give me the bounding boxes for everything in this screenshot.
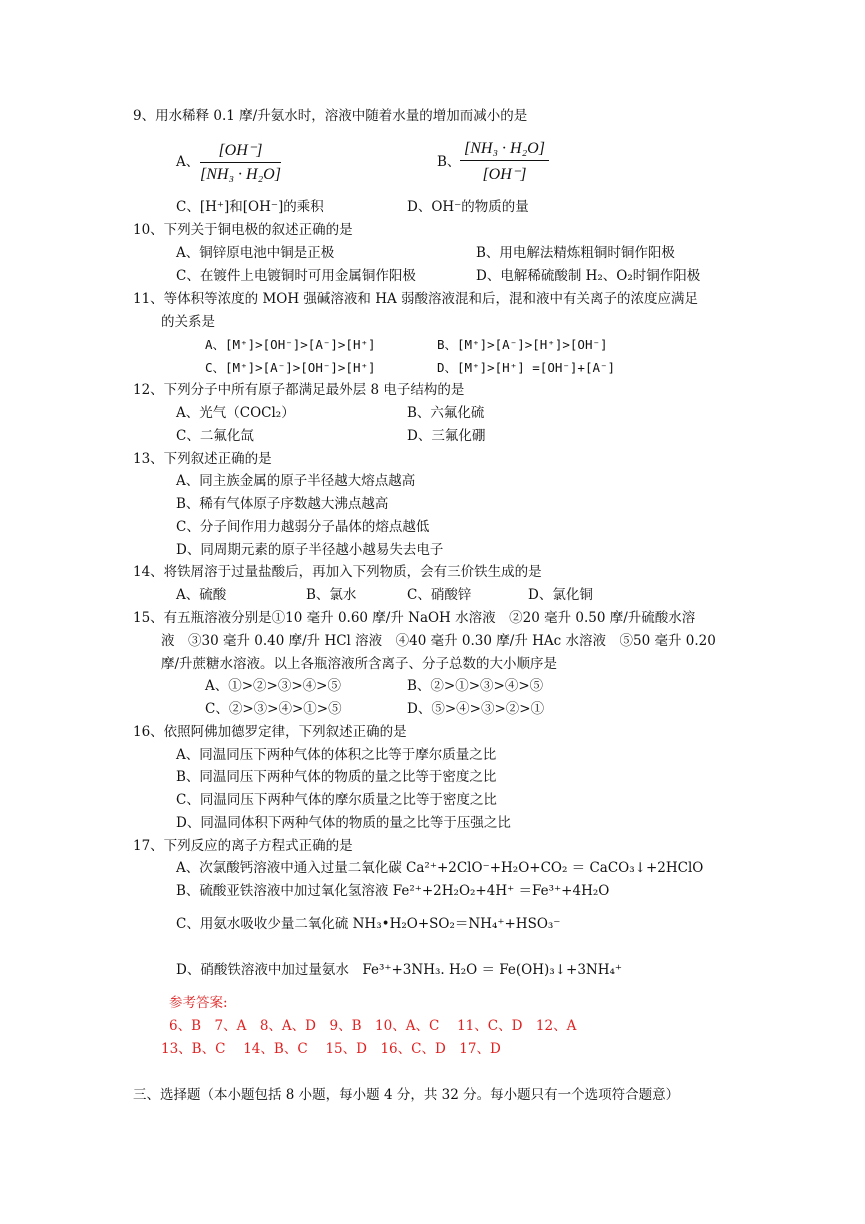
q16-stem: 16、依照阿佛加德罗定律，下列叙述正确的是 (133, 724, 407, 740)
section3-heading: 三、选择题（本小题包括 8 小题，每小题 4 分，共 32 分。每小题只有一个选项符合题意） (133, 1087, 680, 1103)
q15-option-b: B、②>①>③>④>⑤ (407, 678, 544, 694)
q13-option-d: D、同周期元素的原子半径越小越易失去电子 (176, 542, 444, 558)
q9-option-b-label: B、 (437, 154, 461, 170)
q15-stem-line3: 摩/升蔗糖水溶液。以上各瓶溶液所含离子、分子总数的大小顺序是 (161, 656, 558, 672)
q10-option-b: B、用电解法精炼粗铜时铜作阳极 (476, 245, 675, 261)
q15-stem-line2: 液 ③30 毫升 0.40 摩/升 HCl 溶液 ④40 毫升 0.30 摩/升 HAc 水溶液 ⑤50 毫升 0.20 (161, 633, 716, 649)
q9-stem: 9、用水稀释 0.1 摩/升氨水时，溶液中随着水量的增加而减小的是 (133, 108, 528, 124)
q14-option-d: D、氯化铜 (528, 587, 593, 603)
q11-option-c: C、[M⁺]>[A⁻]>[OH⁻]>[H⁺] (205, 360, 376, 375)
q14-option-c: C、硝酸锌 (407, 587, 472, 603)
q11-stem-line1: 11、等体积等浓度的 MOH 强碱溶液和 HA 弱酸溶液混和后，混和液中有关离子的浓度应满足 (133, 291, 699, 307)
q12-stem: 12、下列分子中所有原子都满足最外层 8 电子结构的是 (133, 382, 465, 398)
q11-option-d: D、[M⁺]>[H⁺] =[OH⁻]+[A⁻] (437, 360, 616, 375)
q15-stem-line1: 15、有五瓶溶液分别是①10 毫升 0.60 摩/升 NaOH 水溶液 ②20 毫升 0.50 摩/升硫酸水溶 (133, 610, 696, 626)
q16-option-b: B、同温同压下两种气体的物质的量之比等于密度之比 (176, 769, 497, 785)
q16-option-d: D、同温同体积下两种气体的物质的量之比等于压强之比 (176, 815, 511, 831)
q12-option-c: C、二氟化氙 (176, 428, 254, 444)
q17-stem: 17、下列反应的离子方程式正确的是 (133, 838, 353, 854)
q9-option-a-denominator: [NH₃ · H₂O] (200, 166, 281, 183)
q17-option-b: B、硫酸亚铁溶液中加过氧化氢溶液 Fe²⁺+2H₂O₂+4H⁺ ＝Fe³⁺+4H₂O (176, 883, 610, 899)
q10-option-c: C、在镀件上电镀铜时可用金属铜作阳极 (176, 268, 416, 284)
q10-stem: 10、下列关于铜电极的叙述正确的是 (133, 222, 353, 238)
answers-line2: 13、B、C 14、B、C 15、D 16、C、D 17、D (161, 1041, 501, 1057)
q14-stem: 14、将铁屑溶于过量盐酸后，再加入下列物质，会有三价铁生成的是 (133, 564, 542, 580)
q14-option-a: A、硫酸 (176, 587, 227, 603)
q13-option-c: C、分子间作用力越弱分子晶体的熔点越低 (176, 519, 430, 535)
q9-option-a-numerator: [OH⁻] (200, 140, 281, 163)
q9-option-b-numerator: [NH₃ · H₂O] (460, 140, 549, 161)
answers-heading: 参考答案: (169, 995, 228, 1011)
answers-line1: 6、B 7、A 8、A、D 9、B 10、A、C 11、C、D 12、A (169, 1018, 577, 1034)
q15-option-d: D、⑤>④>③>②>① (407, 701, 545, 717)
q16-option-a: A、同温同压下两种气体的体积之比等于摩尔质量之比 (176, 747, 497, 763)
q17-option-a: A、次氯酸钙溶液中通入过量二氧化碳 Ca²⁺+2ClO⁻+H₂O+CO₂ ＝ CaCO₃↓+2HClO (176, 860, 704, 876)
q11-stem-line2: 的关系是 (161, 314, 215, 330)
q12-option-a: A、光气（COCl₂） (176, 405, 295, 421)
q9-option-c: C、[H⁺]和[OH⁻]的乘积 (176, 199, 324, 215)
q10-option-d: D、电解稀硫酸制 H₂、O₂时铜作阳极 (476, 268, 701, 284)
q9-option-b-fraction (460, 140, 549, 184)
q13-option-a: A、同主族金属的原子半径越大熔点越高 (176, 473, 416, 489)
q12-option-d: D、三氟化硼 (407, 428, 486, 444)
q14-option-b: B、氯水 (306, 587, 357, 603)
q13-option-b: B、稀有气体原子序数越大沸点越高 (176, 496, 389, 512)
q12-option-b: B、六氟化硫 (407, 405, 485, 421)
q13-stem: 13、下列叙述正确的是 (133, 451, 272, 467)
q11-option-b: B、[M⁺]>[A⁻]>[H⁺]>[OH⁻] (437, 337, 608, 352)
q11-option-a: A、[M⁺]>[OH⁻]>[A⁻]>[H⁺] (205, 337, 376, 352)
q9-option-a-fraction (200, 140, 281, 184)
q10-option-a: A、铜锌原电池中铜是正极 (176, 245, 335, 261)
q17-option-d: D、硝酸铁溶液中加过量氨水 Fe³⁺+3NH₃. H₂O ＝ Fe(OH)₃↓+3NH₄⁺ (176, 962, 623, 978)
q15-option-c: C、②>③>④>①>⑤ (205, 701, 342, 717)
q17-option-c: C、用氨水吸收少量二氧化硫 NH₃•H₂O+SO₂＝NH₄⁺+HSO₃⁻ (176, 916, 561, 932)
q9-option-b-denominator: [OH⁻] (482, 166, 527, 183)
q9-option-a-label: A、 (176, 154, 200, 170)
q15-option-a: A、①>②>③>④>⑤ (205, 678, 341, 694)
q16-option-c: C、同温同压下两种气体的摩尔质量之比等于密度之比 (176, 792, 497, 808)
q9-option-d: D、OH⁻的物质的量 (407, 199, 529, 215)
